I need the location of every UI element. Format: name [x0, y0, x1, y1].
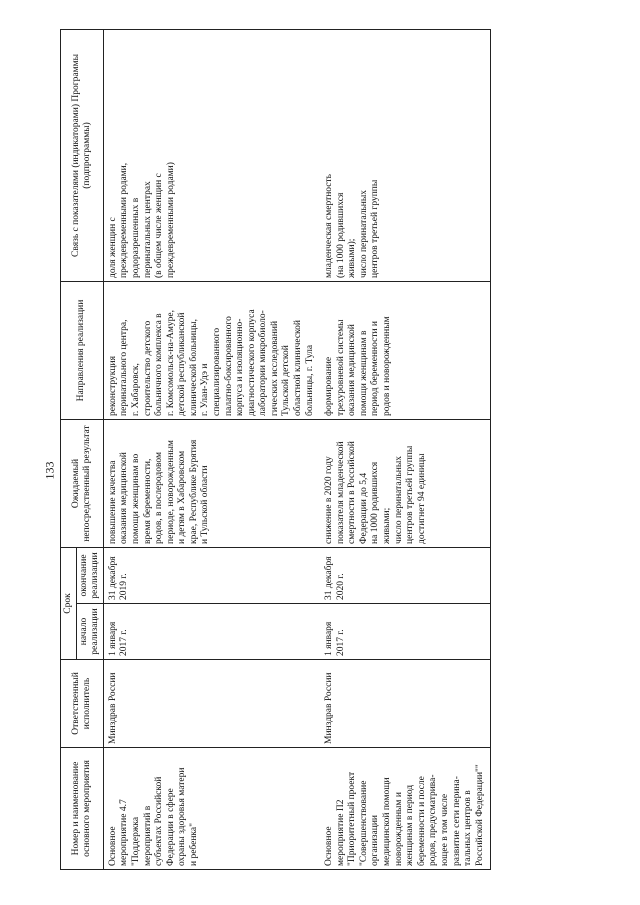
cell-line: больничного комплекса в: [154, 313, 165, 416]
table-row: [320, 29, 491, 869]
cell-line: Минздрав России: [324, 672, 335, 744]
cell-line: мероприятие 4.7: [119, 799, 130, 866]
cell-line: ющее в том числе: [439, 793, 450, 866]
cell-line: центров третьей группы: [370, 179, 381, 278]
cell-line: период беременности и: [370, 320, 381, 416]
cell-line: и Тульской области: [200, 465, 211, 544]
cell-line: женщинам в период: [405, 784, 416, 866]
cell-line: Федерации в сфере: [165, 788, 176, 866]
cell-line: (в общем числе женщин с: [154, 173, 165, 278]
cell-line: помощи женщинам во: [130, 453, 141, 544]
cell-line: младенческая смертность: [324, 174, 335, 278]
cell-line: формирование: [324, 356, 335, 416]
cell-line: диагностического корпуса: [246, 309, 257, 416]
header-indicators: Связь с показателями (индикаторами) Программы (подпрограммы): [61, 29, 104, 281]
cell-line: 2019 г.: [119, 573, 130, 600]
header-start: начало реализации: [76, 604, 103, 660]
cell-executor: [103, 660, 320, 748]
cell-line: г. Комсомольск-на-Амуре,: [165, 310, 176, 416]
cell-line: на 1000 родившихся: [370, 461, 381, 544]
cell-directions: [320, 281, 491, 419]
table-header: [61, 29, 104, 869]
cell-line: оказания медицинской: [119, 452, 130, 544]
cell-line: родов, в послеродовом: [154, 452, 165, 544]
cell-line: Российской Федерации"": [474, 764, 485, 866]
cell-line: число перинатальных: [393, 455, 404, 544]
cell-line: и ребенка": [188, 822, 199, 866]
header-number-name: Номер и наименование основного мероприятия: [61, 748, 104, 870]
cell-start: [103, 604, 320, 660]
cell-line: Минздрав России: [107, 672, 118, 744]
cell-line: число перинатальных: [358, 189, 369, 278]
cell-start: [320, 604, 491, 660]
cell-line: повышение качества: [107, 460, 118, 544]
cell-line: Основное: [107, 826, 118, 866]
cell-result: [320, 419, 491, 547]
cell-line: смертности в Российской: [347, 441, 358, 544]
table-body: [103, 29, 491, 869]
cell-name: [103, 748, 320, 870]
cell-line: областной клинической: [293, 319, 304, 416]
cell-line: (на 1000 родившихся: [335, 192, 346, 278]
program-table: [60, 29, 491, 870]
cell-name: [320, 748, 491, 870]
cell-line: родов и новорожденным: [382, 316, 393, 416]
cell-line: строительство детского: [142, 320, 153, 416]
cell-line: г. Улан-Удэ и: [200, 363, 211, 416]
page-number: 133: [42, 461, 57, 480]
table-row: [103, 29, 320, 869]
cell-line: "Приоритетный проект: [347, 771, 358, 866]
cell-line: крае, Республике Бурятия: [188, 439, 199, 544]
cell-line: г. Хабаровск,: [130, 363, 141, 416]
cell-line: периоде, новорожденным: [165, 440, 176, 544]
cell-line: помощи женщинам в: [358, 330, 369, 416]
cell-line: показателя младенческой: [335, 441, 346, 544]
cell-line: мероприятие П2: [335, 799, 346, 866]
cell-line: 1 января: [107, 621, 118, 656]
cell-line: Тульской детской: [281, 345, 292, 416]
cell-line: Основное: [324, 826, 335, 866]
cell-result: [103, 419, 320, 547]
cell-line: организации: [370, 814, 381, 866]
cell-line: центров третьей группы: [405, 445, 416, 544]
cell-line: палатно-боксированного: [223, 316, 234, 416]
header-executor: Ответственный исполнитель: [61, 660, 104, 748]
cell-line: корпуса и изоляционно-: [235, 318, 246, 416]
header-end: окончание реализации: [76, 547, 103, 603]
cell-line: доля женщин с: [107, 217, 118, 278]
cell-line: специализированного: [211, 327, 222, 416]
cell-directions: [103, 281, 320, 419]
cell-line: больницы, г. Тула: [304, 344, 315, 416]
cell-line: Федерации до 5,4: [358, 472, 369, 544]
cell-line: новорожденным и: [393, 792, 404, 866]
cell-end: [103, 547, 320, 603]
cell-line: реконструкция: [107, 356, 118, 416]
cell-line: лаборатории микробиоло-: [258, 310, 269, 416]
cell-line: охраны здоровья матери: [177, 767, 188, 866]
cell-line: "Поддержка: [130, 816, 141, 866]
cell-executor: [320, 660, 491, 748]
cell-line: детской республиканской: [177, 312, 188, 416]
cell-line: медицинской помощи: [382, 777, 393, 866]
cell-line: развитие сети перина-: [451, 776, 462, 866]
cell-line: 2017 г.: [335, 629, 346, 656]
header-term: Срок: [61, 547, 77, 659]
header-result: Ожидаемый непосредственный результат: [61, 419, 104, 547]
cell-line: и детям в Хабаровском: [177, 450, 188, 544]
header-directions: Направления реализации: [61, 281, 104, 419]
cell-indicators: [320, 29, 491, 281]
cell-line: родоразрешенных в: [130, 197, 141, 278]
cell-line: оказания медицинской: [347, 324, 358, 416]
cell-line: тальных центров в: [463, 790, 474, 866]
cell-line: время беременности,: [142, 458, 153, 544]
cell-line: 31 декабря: [107, 556, 118, 600]
cell-indicators: [103, 29, 320, 281]
cell-line: гических исследований: [269, 320, 280, 416]
cell-line: 2020 г.: [335, 573, 346, 600]
cell-line: мероприятий в: [142, 805, 153, 866]
cell-line: преждевременными родами): [165, 162, 176, 278]
cell-line: клинической больницы,: [188, 319, 199, 416]
cell-line: 31 декабря: [324, 556, 335, 600]
cell-line: перинатального центра,: [119, 319, 130, 416]
cell-line: преждевременными родами,: [119, 162, 130, 278]
cell-line: "Совершенствование: [358, 780, 369, 866]
cell-end: [320, 547, 491, 603]
cell-line: достигнет 94 единицы: [416, 453, 427, 544]
cell-line: 1 января: [324, 621, 335, 656]
cell-line: живыми);: [347, 238, 358, 278]
cell-line: перинатальных центрах: [142, 181, 153, 278]
cell-line: субъектах Российской: [154, 776, 165, 866]
cell-line: живыми;: [382, 507, 393, 544]
cell-line: снижение в 2020 году: [324, 456, 335, 544]
cell-line: родов, предусматрива-: [428, 774, 439, 866]
cell-line: 2017 г.: [119, 629, 130, 656]
rotated-page: [60, 30, 635, 870]
cell-line: беременности и после: [416, 776, 427, 866]
cell-line: трехуровневой системы: [335, 319, 346, 416]
